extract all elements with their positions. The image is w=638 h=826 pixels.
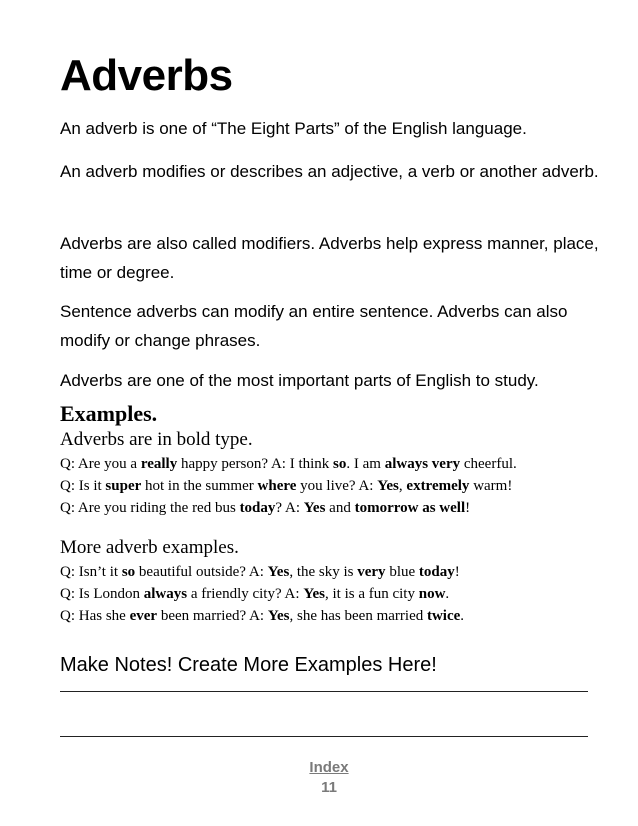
index-link[interactable]: Index: [309, 759, 349, 776]
example-text: Q: Is it: [60, 478, 106, 494]
adverb-bold: always: [143, 586, 188, 602]
notes-title: Make Notes! Create More Examples Here!: [60, 654, 437, 676]
adverb-bold: Yes: [377, 478, 399, 494]
adverb-bold: today: [418, 564, 455, 580]
example-text: cheerful.: [460, 456, 517, 472]
more-examples-list: [60, 561, 620, 627]
example-text: .: [460, 608, 465, 624]
adverb-bold: always very: [384, 456, 461, 472]
example-text: been married? A:: [157, 608, 268, 624]
adverb-bold: where: [257, 478, 297, 494]
example-text: ,: [398, 478, 407, 494]
example-text: ? A:: [275, 500, 304, 516]
example-text: Q: Are you a: [60, 456, 141, 472]
adverb-bold: today: [239, 500, 276, 516]
examples-subheading: Adverbs are in bold type.: [60, 429, 253, 450]
example-text: a friendly city? A:: [187, 586, 304, 602]
intro-paragraph-3: Adverbs are also called modifiers. Adverbs help express manner, place, time or degree.: [60, 234, 599, 282]
adverb-bold: tomorrow as well: [354, 500, 466, 516]
intro-paragraph-5: Adverbs are one of the most important parts of English to study.: [60, 371, 539, 390]
page-number: 11: [321, 779, 337, 796]
example-text: Q: Are you riding the red bus: [60, 500, 240, 516]
adverb-bold: Yes: [303, 500, 326, 516]
example-line: [60, 583, 620, 605]
intro-paragraph-1: An adverb is one of “The Eight Parts” of the English language.: [60, 119, 527, 138]
example-text: warm!: [469, 478, 513, 494]
example-text: blue: [385, 564, 419, 580]
more-examples-subheading: More adverb examples.: [60, 537, 239, 558]
example-text: Q: Is London: [60, 586, 144, 602]
notes-line-1: [60, 691, 588, 692]
adverb-bold: really: [140, 456, 178, 472]
examples-list: [60, 453, 620, 519]
adverb-bold: now: [418, 586, 446, 602]
example-text: and: [325, 500, 355, 516]
example-text: , she has been married: [289, 608, 427, 624]
example-line: [60, 475, 620, 497]
page-title: Adverbs: [60, 51, 233, 100]
adverb-bold: Yes: [267, 564, 290, 580]
adverb-bold: very: [357, 564, 386, 580]
example-text: happy person? A: I think: [177, 456, 334, 472]
example-text: Q: Isn’t it: [60, 564, 122, 580]
example-text: !: [454, 564, 460, 580]
example-text: . I am: [346, 456, 385, 472]
adverb-bold: twice: [426, 608, 461, 624]
example-line: [60, 453, 620, 475]
intro-paragraph-2: An adverb modifies or describes an adjective, a verb or another adverb.: [60, 162, 599, 181]
example-line: [60, 561, 620, 583]
adverb-bold: super: [105, 478, 142, 494]
example-text: , it is a fun city: [324, 586, 419, 602]
example-text: , the sky is: [289, 564, 358, 580]
example-text: beautiful outside? A:: [135, 564, 268, 580]
examples-heading: Examples.: [60, 401, 158, 426]
example-text: hot in the summer: [141, 478, 258, 494]
example-text: Q: Has she: [60, 608, 130, 624]
example-text: .: [445, 586, 450, 602]
adverb-bold: Yes: [303, 586, 325, 602]
intro-paragraph-4: Sentence adverbs can modify an entire sentence. Adverbs can also modify or change phrases.: [60, 302, 568, 350]
example-line: [60, 497, 620, 519]
adverb-bold: Yes: [267, 608, 290, 624]
notes-line-2: [60, 736, 588, 737]
example-text: !: [465, 500, 471, 516]
adverb-bold: so: [333, 456, 347, 472]
example-line: [60, 605, 620, 627]
adverb-bold: extremely: [406, 478, 470, 494]
adverb-bold: ever: [129, 608, 158, 624]
example-text: you live? A:: [296, 478, 378, 494]
adverb-bold: so: [121, 564, 136, 580]
